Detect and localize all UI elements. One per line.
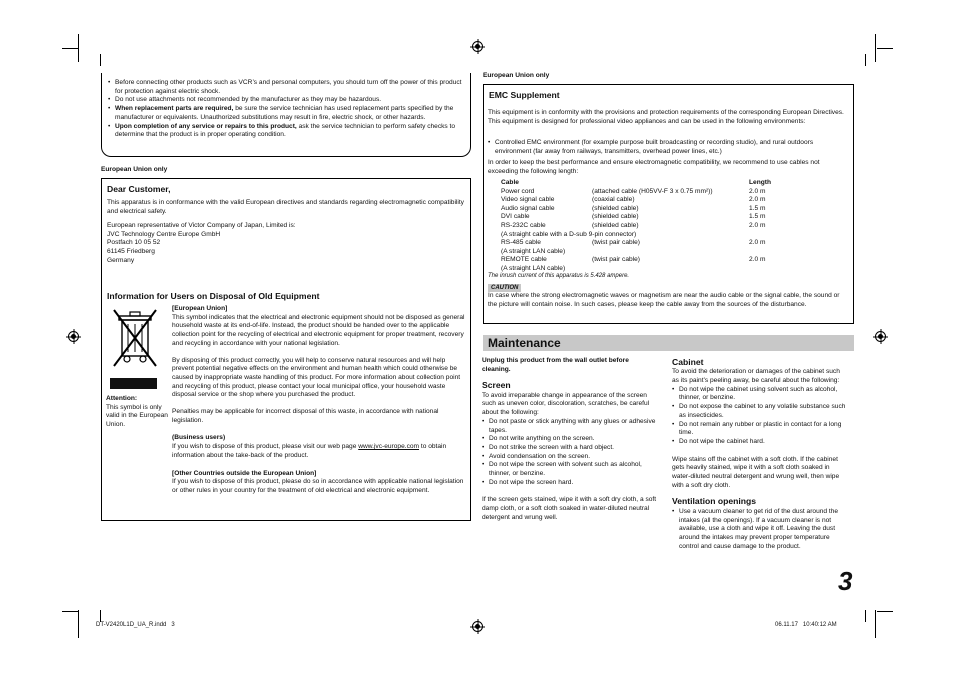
footer-file-name: DT-V2420L1D_UA_R.indd 3 (96, 622, 175, 628)
table-row: Audio signal cable (shielded cable) 1.5 m (501, 204, 766, 212)
crop-mark (100, 610, 101, 622)
list-item: • Do not expose the cabinet to any volatile substance such as insecticides. (672, 403, 848, 420)
emc-intro: This equipment is in conformity with the provisions and protection requirements of the corresponding European Directives. This equipment is designed for professional video appliances and can be used in the following environments: (488, 109, 844, 125)
table-row: REMOTE cable (twist pair cable) 2.0 m (501, 256, 766, 264)
registration-mark-icon (875, 331, 886, 342)
crop-mark (100, 54, 101, 66)
business-users-text: If you wish to dispose of this product, please visit our web page www.jvc-europe.com to obtain information about the take-back of the product. (172, 443, 447, 459)
caution-badge: CAUTION (488, 284, 521, 292)
emc-recommendation: In order to keep the best performance and ensure electromagnetic compatibility, we recommend to use cables not exceeding the following length: (488, 159, 820, 175)
crop-mark (62, 48, 78, 49)
table-header: Cable Length (501, 179, 771, 186)
maintenance-right-column (672, 357, 848, 551)
list-item: • Do not strike the screen with a hard object. (482, 444, 662, 453)
crop-mark (877, 48, 893, 49)
screen-outro: If the screen gets stained, wipe it with a soft dry cloth, a soft damp cloth, or a soft cloth soaked in water-diluted neutral detergent and wrung well. (482, 496, 657, 521)
list-item: • Avoid condensation on the screen. (482, 453, 662, 462)
ventilation-list (672, 508, 848, 552)
safety-notes-box (101, 73, 471, 157)
list-item: • Do not remain any rubber or plastic in contact for a long time. (672, 421, 848, 438)
list-item: • When replacement parts are required, be sure the service technician has used replacement parts specified by the manufacturer or equivalents. Unauthorized substitutions may result in fire, electric shock, or other hazards. (108, 105, 464, 122)
cabinet-outro: Wipe stains off the cabinet with a soft cloth. If the cabinet gets heavily stained, wipe it with a soft cloth soaked in water-diluted neutral detergent and wrung well, then wipe with a soft dry cloth. (672, 455, 840, 489)
cabinet-title: Cabinet (672, 357, 704, 367)
maintenance-title: Maintenance (488, 336, 561, 350)
crop-mark (865, 610, 866, 622)
list-item: • Do not wipe the cabinet using solvent such as alcohol, thinner, or benzine. (672, 386, 848, 403)
safety-list (108, 79, 464, 140)
representative-address: European representative of Victor Company of Japan, Limited is: JVC Technology Centre Europe GmbH Postfach 10 05 52 61145 Friedberg Germany (107, 222, 296, 264)
website-link[interactable]: www.jvc-europe.com (358, 443, 420, 451)
crossed-bin-icon (110, 306, 160, 370)
list-item: • Do not use attachments not recommended by the manufacturer as they may be hazardous. (108, 96, 464, 105)
attention-note: Attention: This symbol is only valid in the European Union. (106, 395, 168, 429)
dear-customer-title: Dear Customer, (107, 184, 171, 194)
crop-mark (78, 610, 79, 638)
list-item: • Controlled EMC environment (for example purpose built broadcasting or recording studio), and rural outdoors environment (far away from railways, transmitters, overhead power lines, etc.) (488, 139, 848, 156)
ventilation-title: Ventilation openings (672, 496, 757, 507)
list-item: • Do not wipe the screen with solvent such as alcohol, thinner, or benzine. (482, 461, 662, 478)
crop-mark (78, 34, 79, 62)
table-row: DVI cable (shielded cable) 1.5 m (501, 213, 766, 221)
emc-box (483, 84, 854, 324)
table-row: RS-485 cable (twist pair cable) 2.0 m (501, 239, 766, 247)
disposal-text: [European Union] This symbol indicates that the electrical and electronic equipment should not be disposed as general household waste at its end-of-life. Instead, the product should be handed over to the applicable collection point for the recycling of electrical and electronic equipment for proper treatment, recovery and recycling in accordance with your national legislation. By disposing of this product correctly, you will help to conserve natural resources and will help prevent potential negative effects on the environment and human health which could otherwise be caused by inappropriate waste handling of this product. For more information about collection point and recycling of this product, please contact your local municipal office, your household waste disposal service or the shop where you purchased the product. Penalties may be applicable for incorrect disposal of this waste, in accordance with national legislation. (Business users) If you wish to dispose of this product, please visit our web page www.jvc-europe.com to obtain information about the take-back of the product. [Other Countries outside the European Union] If you wish to dispose of this product, please do so in accordance with applicable national legislation or other rules in your country for the treatment of old electrical and electronic equipment. (172, 305, 468, 496)
caution-text: In case where the strong electromagnetic waves or magnetism are near the audio cable or the signal cable, the sound or the picture will contain noise. In such cases, please keep the cable away from the sources of the disturbance. (488, 292, 840, 308)
crop-mark (877, 611, 893, 612)
disposal-title: Information for Users on Disposal of Old Equipment (107, 291, 320, 301)
maintenance-header (483, 335, 854, 351)
table-row: (A straight LAN cable) (501, 247, 566, 255)
black-bar-symbol (110, 378, 157, 389)
screen-intro: To avoid irreparable change in appearance of the screen such as uneven color, discoloration, scratches, be careful about the following: (482, 391, 650, 417)
crop-mark (875, 34, 876, 62)
table-row: (A straight cable with a D-sub 9-pin connector) (501, 230, 637, 238)
page-number: 3 (838, 566, 853, 596)
eu-only-label: European Union only (101, 166, 168, 173)
table-row: RS-232C cable (shielded cable) 2.0 m (501, 221, 766, 229)
maintenance-left-column (482, 357, 662, 523)
screen-title: Screen (482, 380, 511, 391)
table-row: (A straight LAN cable) (501, 264, 566, 272)
screen-list (482, 418, 662, 488)
inrush-current-note: The inrush current of this apparatus is 5.428 ampere. (488, 273, 630, 279)
table-row: Video signal cable (coaxial cable) 2.0 m (501, 196, 766, 204)
list-item: • Do not write anything on the screen. (482, 435, 662, 444)
list-item: • Upon completion of any service or repairs to this product, ask the service technician to perform safety checks to determine that the product is in proper operating condition. (108, 123, 464, 140)
crop-mark (875, 610, 876, 638)
cabinet-intro: To avoid the deterioration or damages of the cabinet such as its paint’s peeling away, be careful about the following: (672, 368, 840, 385)
footer-timestamp: 06.11.17 10:40:12 AM (775, 622, 837, 628)
emc-title: EMC Supplement (489, 90, 560, 100)
list-item: • Do not wipe the cabinet hard. (672, 438, 848, 447)
conformance-text: This apparatus is in conformance with the valid European directives and standards regarding electromagnetic compatibility and electrical safety. (107, 199, 464, 215)
emc-eu-only-label: European Union only (483, 72, 550, 79)
list-item: • Do not paste or stick anything with any glues or adhesive tapes. (482, 418, 662, 435)
unplug-note: Unplug this product from the wall outlet before cleaning. (482, 357, 629, 373)
emc-environment-list (488, 139, 848, 156)
crop-mark (62, 611, 78, 612)
registration-mark-icon (68, 331, 79, 342)
list-item: • Before connecting other products such as VCR’s and personal computers, you should turn off the power of this product for protection against electric shock. (108, 79, 464, 96)
crop-mark (865, 54, 866, 66)
cabinet-list (672, 386, 848, 447)
list-item: • Use a vacuum cleaner to get rid of the dust around the intakes (all the openings). If a vacuum cleaner is not available, use a cloth and wipe it off. Leaving the dust around the intakes may prevent proper temperature control and cause damage to the product. (672, 508, 848, 552)
list-item: • Do not wipe the screen hard. (482, 479, 662, 488)
table-row: Power cord (attached cable (H05VV-F 3 x 0.75 mm²)) 2.0 m (501, 187, 766, 195)
registration-mark-icon (472, 41, 483, 52)
registration-mark-icon (472, 621, 483, 632)
cable-length-table (501, 179, 841, 274)
